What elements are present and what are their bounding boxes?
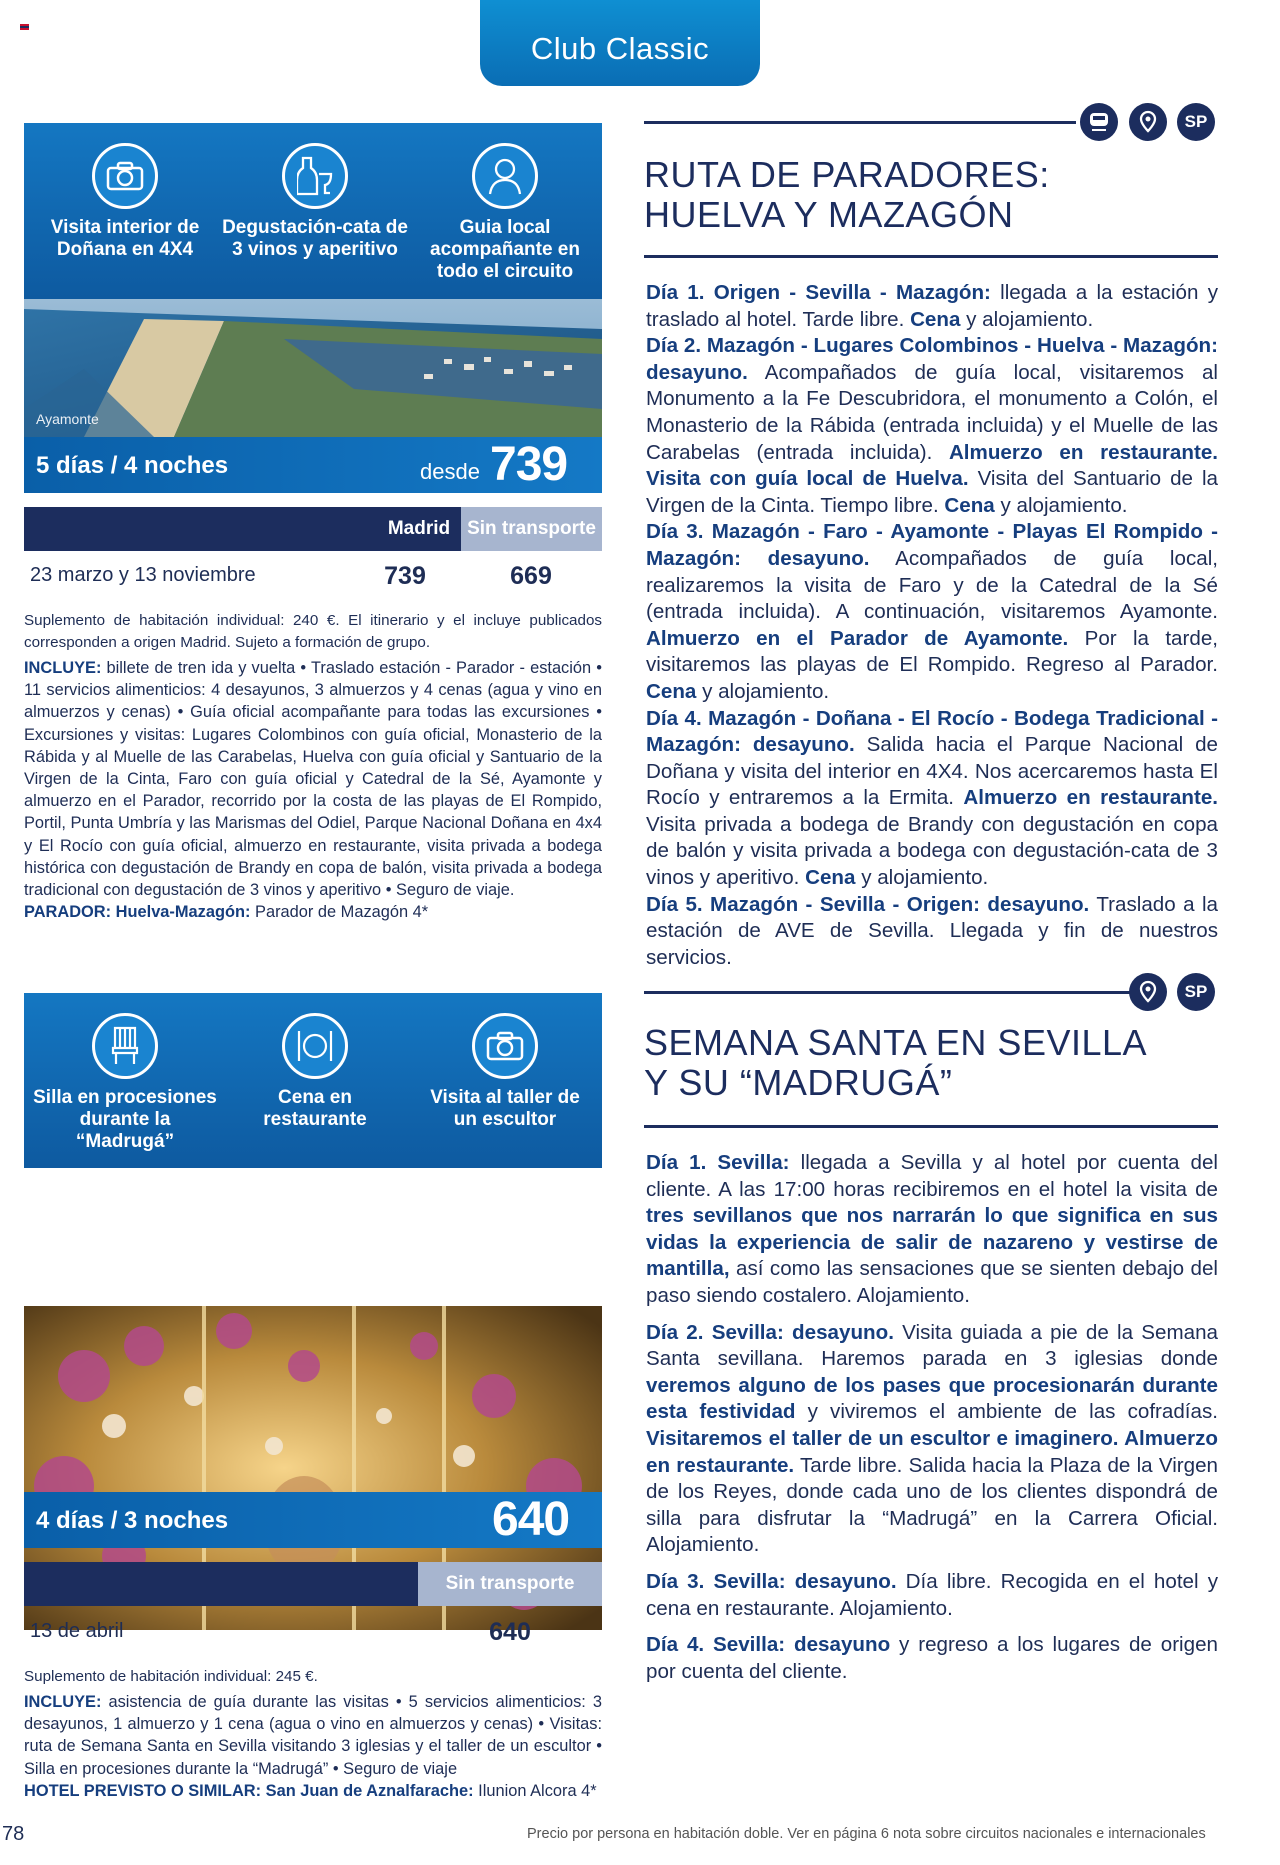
location-pin-icon (1129, 973, 1167, 1011)
tour1-day-1: Día 1. Origen - Sevilla - Mazagón: llegada a la estación y traslado al hotel. Tarde libre. Cena y alojamiento. (646, 281, 1218, 331)
tour2-day-2: Día 2. Sevilla: desayuno. Visita guiada a pie de la Semana Santa sevillana. Haremos parada en 3 iglesias donde veremos alguno de los pases que procesionarán durante esta festividad y viviremos el ambiente de las cofradías. Visitaremos el taller de un escultor e imaginero. Almuerzo en restaurante. Tarde libre. Salida hacia la Plaza de la Virgen de los Reyes, donde cada uno de los clientes dispondrá de silla para disfrutar la “Madrugá” en la Carrera Oficial. Alojamiento. (646, 1320, 1219, 1557)
tour2-includes-text: asistencia de guía durante las visitas • 5 servicios alimenticios: 3 desayunos, 1 almuerzo y 1 cena (agua o vino en almuerzos y cenas) • Visitas: ruta de Semana Santa en Sevilla visitando 3 iglesias y el taller de un escultor • Silla en procesiones durante la “Madrugá” • Seguro de viaje (24, 1693, 602, 1778)
tour1-day-4: Día 4. Mazagón - Doñana - El Rocío - Bodega Tradicional - Mazagón: desayuno. Salida hacia el Parque Nacional de Doñana y visita del interior en 4X4. Nos acercaremos hasta El Rocío y entraremos a la Ermita. Almuerzo en restaurante. Visita privada a bodega de Brandy con degustación en copa de balón y visita privada a bodega con degustación-cata de 3 vinos y aperitivo. Cena y alojamiento. (646, 706, 1218, 890)
tour1-includes-label: INCLUYE: (24, 659, 102, 677)
tour1-feature-1-label: Visita interior de Doñana en 4X4 (50, 217, 200, 260)
tour2-price: 640 (492, 1493, 570, 1546)
tour2-itinerary (646, 1150, 1218, 1695)
footer-note: Precio por persona en habitación doble. Ver en página 6 nota sobre circuitos nacionales e internacionales (527, 1826, 1206, 1842)
tour2-features-band (24, 993, 602, 1168)
tour1-feature-1 (40, 143, 210, 261)
location-pin-icon (1129, 103, 1167, 141)
tour2-feature-2 (230, 1013, 400, 1131)
tour1-feature-2 (220, 143, 410, 261)
sp-badge: SP (1177, 973, 1215, 1011)
tour1-photo-ayamonte (24, 299, 602, 437)
tour2-price-table-header (24, 1562, 602, 1606)
tour2-date: 13 de abril (30, 1620, 124, 1642)
tour1-col-madrid: Madrid (387, 518, 451, 539)
plate-cutlery-icon (282, 1013, 348, 1079)
camera-icon (472, 1013, 538, 1079)
chair-icon (92, 1013, 158, 1079)
tour2-sin-price: 640 (489, 1618, 531, 1646)
tour2-includes: INCLUYE: asistencia de guía durante las visitas • 5 servicios alimenticios: 3 desayunos, 1 almuerzo y 1 cena (agua o vino en almuerzos y cenas) • Visitas: ruta de Semana Santa en Sevilla visitando 3 iglesias y el taller de un escultor • Silla en procesiones durante la “Madrugá” • Seguro de viaje HOTEL PREVISTO O SIMILAR: San Juan de Aznalfarache: Ilunion Alcora 4* (24, 1693, 602, 1800)
tour2-feature-1 (30, 1013, 220, 1153)
tour2-feature-3 (420, 1013, 590, 1131)
tour2-top-rule (644, 991, 1130, 994)
tour1-madrid-price: 739 (384, 562, 426, 590)
tour2-title-line2: Y SU “MADRUGÁ” (644, 1062, 953, 1103)
tour2-feature-1-label: Silla en procesiones durante la “Madrugá” (33, 1087, 217, 1152)
tour1-parador-place: Huelva-Mazagón: (115, 903, 251, 922)
club-classic-tab: Club Classic (480, 0, 760, 86)
tour1-date: 23 marzo y 13 noviembre (30, 564, 256, 586)
tour1-photo-caption: Ayamonte (36, 411, 99, 427)
tour2-title (644, 1023, 1244, 1103)
tour1-price-prefix: desde (420, 459, 480, 484)
tour1-sin-price: 669 (510, 562, 552, 590)
tour1-title (644, 155, 1244, 235)
tour1-top-rule (644, 121, 1076, 124)
tour2-hotel-place: San Juan de Aznalfarache: (265, 1781, 474, 1800)
tour2-price-band (24, 1492, 602, 1548)
tour2-title-rule (644, 1125, 1218, 1128)
tour1-includes-text: billete de tren ida y vuelta • Traslado estación - Parador - estación • 11 servicios alimenticios: 4 desayunos, 3 almuerzos y 4 cenas (agua y vino en almuerzos y cenas) • Guía oficial acompañante para todas las excursiones • Excursiones y visitas: Lugares Colombinos con guía oficial, Monasterio de la Rábida y al Muelle de las Carabelas, Huelva con guía oficial y Santuario de la Virgen de la Cinta, Faro con guía oficial y Catedral de la Sé, Ayamonte y almuerzo en el Parador, recorrido por la costa de las playas de El Rompido, Portil, Punta Umbría y las Marismas del Odiel, Parque Nacional Doñana en 4x4 y El Rocío con guía oficial, almuerzo en restaurante, visita privada a bodega histórica con degustación de Brandy en copa de balón, visita privada a bodega tradicional con degustación de 3 vinos y aperitivo • Seguro de viaje. (24, 659, 602, 900)
tour2-day-1: Día 1. Sevilla: llegada a Sevilla y al hotel por cuenta del cliente. A las 17:00 horas recibiremos en el hotel la visita de tres sevillanos que nos narrarán lo que significa en sus vidas la experiencia de salir de nazareno y vestirse de mantilla, así como las sensaciones que se sienten debajo del paso siendo costalero. Alojamiento. (646, 1151, 1218, 1307)
tour1-price: 739 (490, 438, 568, 491)
tour2-day-4: Día 4. Sevilla: desayuno y regreso a los lugares de origen por cuenta del cliente. (646, 1633, 1218, 1683)
tour1-supplement: Suplemento de habitación individual: 240 €. El itinerario y el incluye publicados corresponden a origen Madrid. Sujeto a formación de grupo. (24, 612, 602, 651)
sp-badge: SP (1177, 103, 1215, 141)
tour1-includes: INCLUYE: billete de tren ida y vuelta • Traslado estación - Parador - estación • 11 servicios alimenticios: 4 desayunos, 3 almuerzos y 4 cenas (agua y vino en almuerzos y cenas) • Guía oficial acompañante para todas las excursiones • Excursiones y visitas: Lugares Colombinos con guía oficial, Monasterio de la Rábida y al Muelle de las Carabelas, Huelva con guía oficial y Santuario de la Virgen de la Cinta, Faro con guía oficial y Catedral de la Sé, Ayamonte y almuerzo en el Parador, recorrido por la costa de las playas de El Rompido, Portil, Punta Umbría y las Marismas del Odiel, Parque Nacional Doñana en 4x4 y El Rocío con guía oficial, almuerzo en restaurante, visita privada a bodega histórica con degustación de Brandy en copa de balón, visita privada a bodega tradicional con degustación de 3 vinos y aperitivo • Seguro de viaje. PARADOR: Huelva-Mazagón: Parador de Mazagón 4* (24, 659, 602, 922)
tour2-title-line1: SEMANA SANTA EN SEVILLA (644, 1022, 1148, 1063)
guide-person-icon (472, 143, 538, 209)
tour2-feature-3-label: Visita al taller de un escultor (430, 1087, 580, 1130)
tour1-feature-3 (420, 143, 590, 283)
wine-glass-icon (282, 143, 348, 209)
tour2-col-sin-transporte: Sin transporte (418, 1562, 602, 1606)
tour1-feature-2-label: Degustación-cata de 3 vinos y aperitivo (222, 217, 408, 260)
tour2-feature-2-label: Cena en restaurante (263, 1087, 367, 1130)
camera-icon (92, 143, 158, 209)
tour1-col-sin-transporte: Sin transporte (461, 507, 602, 551)
tour1-itinerary (646, 280, 1218, 981)
tour2-supplement: Suplemento de habitación individual: 245 €. (24, 1668, 318, 1685)
tour1-day-2: Día 2. Mazagón - Lugares Colombinos - Huelva - Mazagón: desayuno. Acompañados de guía local, visitaremos al Monumento a la Fe Descubridora, el monumento a Colón, el Monasterio de la Rábida (entrada incluida) y el Muelle de las Carabelas (entrada incluida). Almuerzo en restaurante. Visita con guía local de Huelva. Visita del Santuario de la Virgen de la Cinta. Tiempo libre. Cena y alojamiento. (646, 334, 1219, 517)
tour1-duration: 5 días / 4 noches (36, 452, 229, 479)
tour1-title-line1: RUTA DE PARADORES: (644, 154, 1050, 195)
language-flag-icon (20, 24, 29, 30)
tour1-day-3: Día 3. Mazagón - Faro - Ayamonte - Playas El Rompido - Mazagón: desayuno. Acompañados de guía local, realizaremos la visita de Faro y de la Catedral de la Sé (entrada incluida). A continuación, visitaremos Ayamonte. Almuerzo en el Parador de Ayamonte. Por la tarde, visitaremos las playas de El Rompido. Regreso al Parador. Cena y alojamiento. (646, 520, 1218, 703)
tour1-day-5: Día 5. Mazagón - Sevilla - Origen: desayuno. Traslado a la estación de AVE de Sevilla. Llegada y fin de nuestros servicios. (646, 892, 1218, 969)
train-icon (1080, 103, 1118, 141)
page-number: 78 (2, 1823, 25, 1845)
tour2-hotel-label: HOTEL PREVISTO O SIMILAR (24, 1781, 256, 1800)
tour2-duration: 4 días / 3 noches (36, 1507, 229, 1534)
tour1-price-band (24, 437, 602, 493)
tour1-parador-name: Parador de Mazagón 4* (250, 903, 429, 922)
tour1-feature-3-label: Guia local acompañante en todo el circuito (430, 217, 580, 282)
tour1-title-rule (644, 255, 1218, 258)
tour1-features-band (24, 123, 602, 299)
tour2-hotel-name: Ilunion Alcora 4* (473, 1781, 597, 1800)
tour2-includes-label: INCLUYE: (24, 1693, 102, 1711)
tour2-day-3: Día 3. Sevilla: desayuno. Día libre. Recogida en el hotel y cena en restaurante. Alojamiento. (646, 1569, 1218, 1620)
tour1-price-table-header (24, 507, 602, 551)
tour1-title-line2: HUELVA Y MAZAGÓN (644, 194, 1014, 235)
tour1-parador-label: PARADOR (24, 903, 106, 922)
